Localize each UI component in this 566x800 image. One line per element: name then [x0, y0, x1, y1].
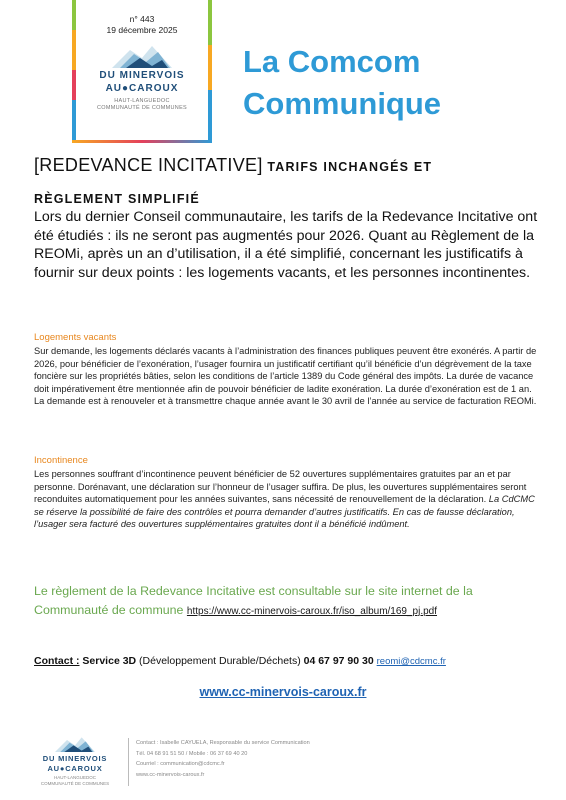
- section-text-logements: Sur demande, les logements déclarés vacants à l’administration des finances publiques peuvent être exonérés. A partir de 2026, pour bénéficier de l’exonération, l’usager fournira un justificatif certifiant qu’il bénéficie d’un dégrèvement de la taxe foncière sur les propriétés bâties, selon les conditions de l’article 1389 du Code général des impôts. La durée de vacance doit impérativement être mentionnée afin de pouvoir bénéficier de ladite exonération. La durée d’exonération est de 1 an. La demande est à renouveler et à transmettre chaque année avant le 30 avril de l’année au service de facturation REOMi.: [34, 346, 537, 406]
- footer-logo-line1: DU MINERVOIS: [42, 754, 108, 763]
- footer-line1: Contact : Isabelle CAYUELA, Responsable du service Communication: [136, 740, 310, 746]
- reglement-text: Le règlement de la Redevance Incitative est consultable sur le site internet de la Communauté de commune: [34, 584, 473, 617]
- article-intro: Lors du dernier Conseil communautaire, les tarifs de la Redevance Incitative ont été étudiés : ils ne seront pas augmentés pour 2026. Quant au Règlement de la REOMi, après un an d’utilisation, il a été simplifié, concernant les justificatifs à fournir sur deux points : les logements vacants, et les personnes incontinentes.: [34, 209, 538, 282]
- logo-name-line2: AU●CAROUX: [105, 83, 179, 94]
- frame-bar-left-green: [72, 0, 76, 30]
- issue-date: 19 décembre 2025: [106, 25, 178, 35]
- contact-line: [34, 655, 546, 667]
- section-title-incontinence: Incontinence: [34, 455, 88, 466]
- footer-contact: [136, 738, 310, 780]
- section-text-incontinence: [34, 468, 542, 531]
- frame-bar-right-orange: [208, 45, 212, 90]
- logo-name-line1: DU MINERVOIS: [99, 70, 185, 81]
- contact-service: Service 3D: [79, 655, 137, 667]
- article-headline: [34, 150, 544, 214]
- reglement-note: [34, 582, 546, 621]
- frame-bar-right-blue: [208, 90, 212, 142]
- frame-bar-right-green: [208, 0, 212, 45]
- incontinence-italic-note: La CdCMC se réserve la possibilité de faire des contrôles et pourra demander d’autres justificatifs. En cas de fausse déclaration, l’usager sera facturé des ouvertures supplémentaires gratuites dont il a bénéficié indûment.: [34, 494, 535, 529]
- mountain-logo-icon: [112, 44, 172, 68]
- headline-small-2: RÈGLEMENT SIMPLIFIÉ: [34, 192, 200, 206]
- frame-bar-left-orange: [72, 30, 76, 70]
- footer-logo-sub1: HAUT-LANGUEDOC: [53, 775, 96, 780]
- section-title-logements: Logements vacants: [34, 332, 117, 343]
- footer-mountain-icon: [54, 736, 96, 752]
- reglement-link[interactable]: https://www.cc-minervois-caroux.fr/iso_album/169_pj.pdf: [186, 605, 438, 617]
- footer-logo-sub2: COMMUNAUTÉ DE COMMUNES: [40, 781, 110, 786]
- footer-divider: [128, 738, 129, 786]
- contact-email-link[interactable]: reomi@cdcmc.fr: [376, 656, 446, 667]
- frame-bar-left-red: [72, 70, 76, 100]
- issue-number: n° 443: [129, 14, 155, 24]
- contact-label: Contact :: [34, 655, 80, 667]
- frame-bar-bottom: [72, 140, 212, 143]
- contact-service-detail: (Développement Durable/Déchets): [136, 655, 304, 667]
- frame-bar-left-blue: [72, 100, 76, 142]
- footer-line4: www.cc-minervois-caroux.fr: [136, 771, 205, 778]
- contact-phone: 04 67 97 90 30: [303, 655, 374, 667]
- headline-small-1: TARIFS INCHANGÉS ET: [262, 160, 433, 174]
- footer-logo-line2: AU●CAROUX: [47, 764, 103, 773]
- logo-sub-line2: COMMUNAUTÉ DE COMMUNES: [96, 105, 187, 111]
- logo-sub-line1: HAUT-LANGUEDOC: [114, 98, 170, 104]
- brand-title-line2: Communique: [243, 86, 442, 121]
- masthead-logo-box: [78, 0, 206, 140]
- incontinence-text: Les personnes souffrant d’incontinence peuvent bénéficier de 52 ouvertures supplémentaires gratuites par an et par personne. Dorénavant, une déclaration sur l’honneur de l’usager suffira. De plus, les ouvertures supplémentaires seront reconduites automatiquement pour les années suivantes, sans nécessité de renouvellement de la déclaration.: [34, 469, 527, 504]
- website-link[interactable]: www.cc-minervois-caroux.fr: [199, 685, 367, 699]
- headline-main: [REDEVANCE INCITATIVE]: [34, 155, 263, 175]
- footer-line3: Courriel : communication@cdcmc.fr: [136, 761, 225, 767]
- footer-logo: [30, 736, 120, 791]
- footer-line2: Tél. 04 68 91 51 50 / Mobile : 06 37 69 40 20: [136, 750, 248, 757]
- brand-title-line1: La Comcom: [243, 44, 421, 79]
